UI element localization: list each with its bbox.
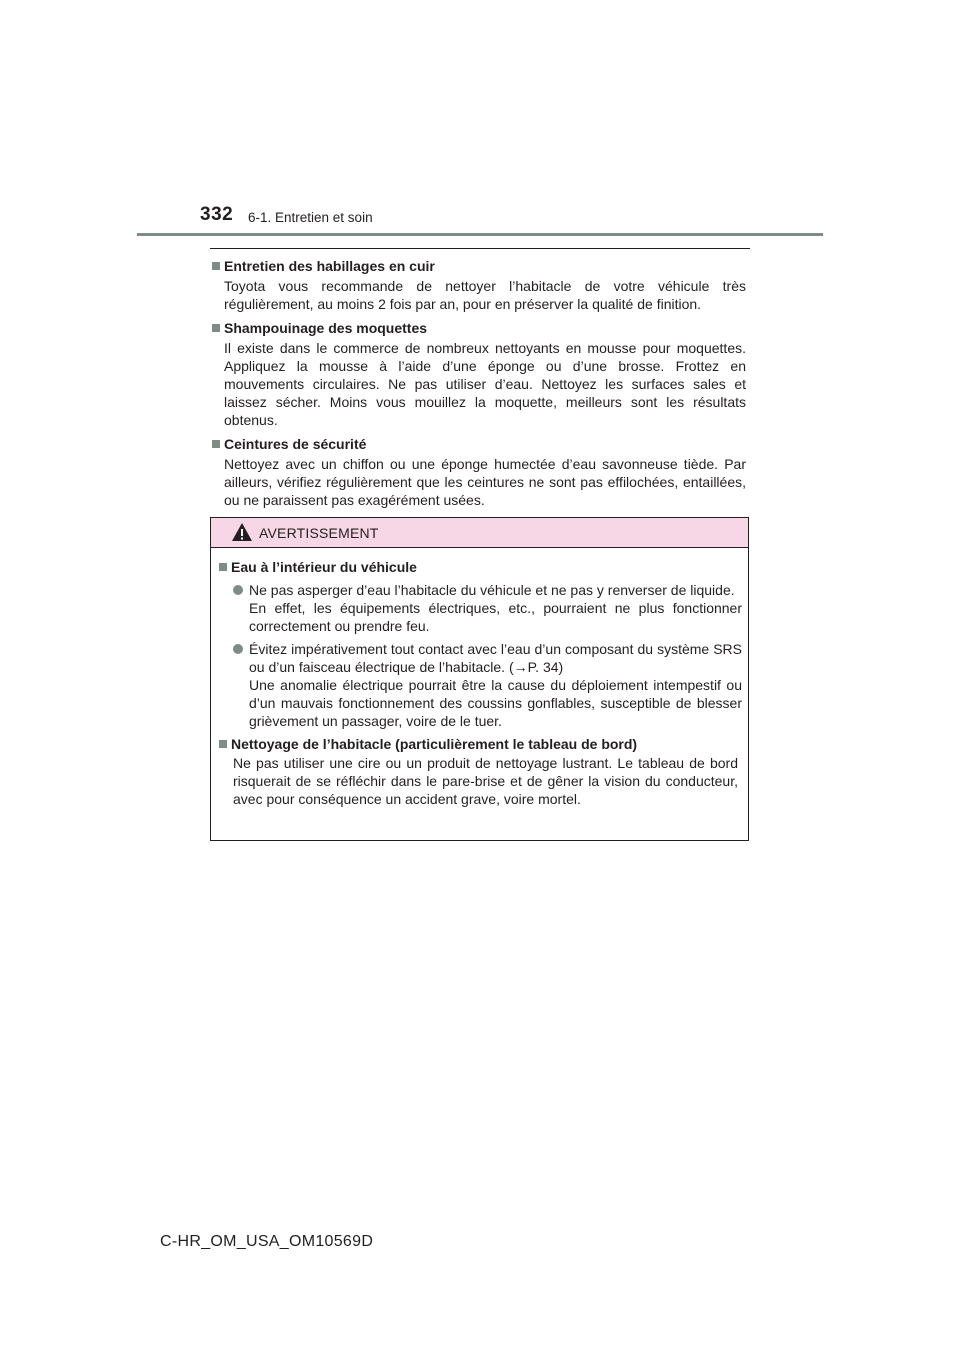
warning-body: [211, 548, 748, 808]
document-code: C-HR_OM_USA_OM10569D: [160, 1233, 374, 1250]
subsection-text: Il existe dans le commerce de nombreux nettoyants en mousse pour moquettes. Appliquez la mousse à l’aide d’une éponge ou d’une brosse. Frottez en mouvements circulaires. Ne pas utiliser d’eau. Nettoyez les surfaces sales et laissez sécher. Moins vous mouillez la moquette, meilleurs sont les résultats obtenus.: [224, 340, 746, 428]
bullet-text: Une anomalie électrique pourrait être la cause du déploiement intempestif ou d’un mauvais fonctionnement des coussins gonflables, susceptible de blesser grièvement un passager, voire de le tuer.: [249, 677, 742, 729]
warning-triangle-icon: [231, 522, 253, 542]
warning-subsection-heading: [217, 735, 742, 753]
warning-bullet-item: [217, 640, 742, 730]
page-number: 332: [200, 204, 234, 225]
warning-subsection-text: Ne pas utiliser une cire ou un produit de nettoyage lustrant. Le tableau de bord risquerait de se réfléchir dans le pare-brise et de gêner la vision du conducteur, avec pour conséquence un accident grave, voire mortel.: [233, 755, 738, 807]
subsection-heading: [210, 257, 746, 276]
warning-title: AVERTISSEMENT: [259, 525, 379, 541]
warning-subsection-heading: [217, 558, 742, 576]
bullet-text: Ne pas asperger d’eau l’habitacle du véhicule et ne pas y renverser de liquide.: [249, 582, 735, 598]
subsection-title: Ceintures de sécurité: [224, 436, 367, 452]
bullet-text: En effet, les équipements électriques, etc., pourraient ne plus fonctionner correctement ou prendre feu.: [249, 600, 742, 634]
subsection-heading: [210, 319, 746, 338]
square-bullet-icon: [212, 262, 220, 270]
warning-header: [211, 518, 748, 548]
bullet-text: Évitez impérativement tout contact avec l’eau d’un composant du système SRS ou d’un faisceau électrique de l’habitacle. (→P. 34): [249, 641, 742, 675]
page-reference-link[interactable]: P. 34): [527, 659, 564, 675]
square-bullet-icon: [219, 740, 227, 748]
round-bullet-icon: [233, 644, 243, 654]
header-rule: [137, 233, 823, 236]
square-bullet-icon: [212, 324, 220, 332]
round-bullet-icon: [233, 585, 243, 595]
subsection-title: Shampouinage des moquettes: [224, 320, 428, 336]
square-bullet-icon: [212, 440, 220, 448]
warning-box: [210, 517, 749, 841]
content-top-rule: [210, 248, 750, 249]
square-bullet-icon: [219, 563, 227, 571]
subsection-text: Toyota vous recommande de nettoyer l’habitacle de votre véhicule très régulièrement, au moins 2 fois par an, pour en préserver la qualité de finition.: [224, 278, 746, 312]
subsection-text: Nettoyez avec un chiffon ou une éponge humectée d’eau savonneuse tiède. Par ailleurs, vérifiez régulièrement que les ceintures ne sont pas effilochées, entaillées, ou ne paraissent pas exagérément usées.: [224, 456, 746, 508]
warning-subsection-title: Nettoyage de l’habitacle (particulièrement le tableau de bord): [231, 736, 638, 752]
subsection-title: Entretien des habillages en cuir: [224, 258, 435, 274]
subsection-heading: [210, 435, 746, 454]
section-title: 6-1. Entretien et soin: [248, 210, 373, 225]
warning-bullet-item: [217, 581, 742, 635]
arrow-icon: →: [513, 659, 528, 675]
warning-subsection-title: Eau à l’intérieur du véhicule: [231, 559, 417, 575]
main-content: [210, 255, 746, 515]
